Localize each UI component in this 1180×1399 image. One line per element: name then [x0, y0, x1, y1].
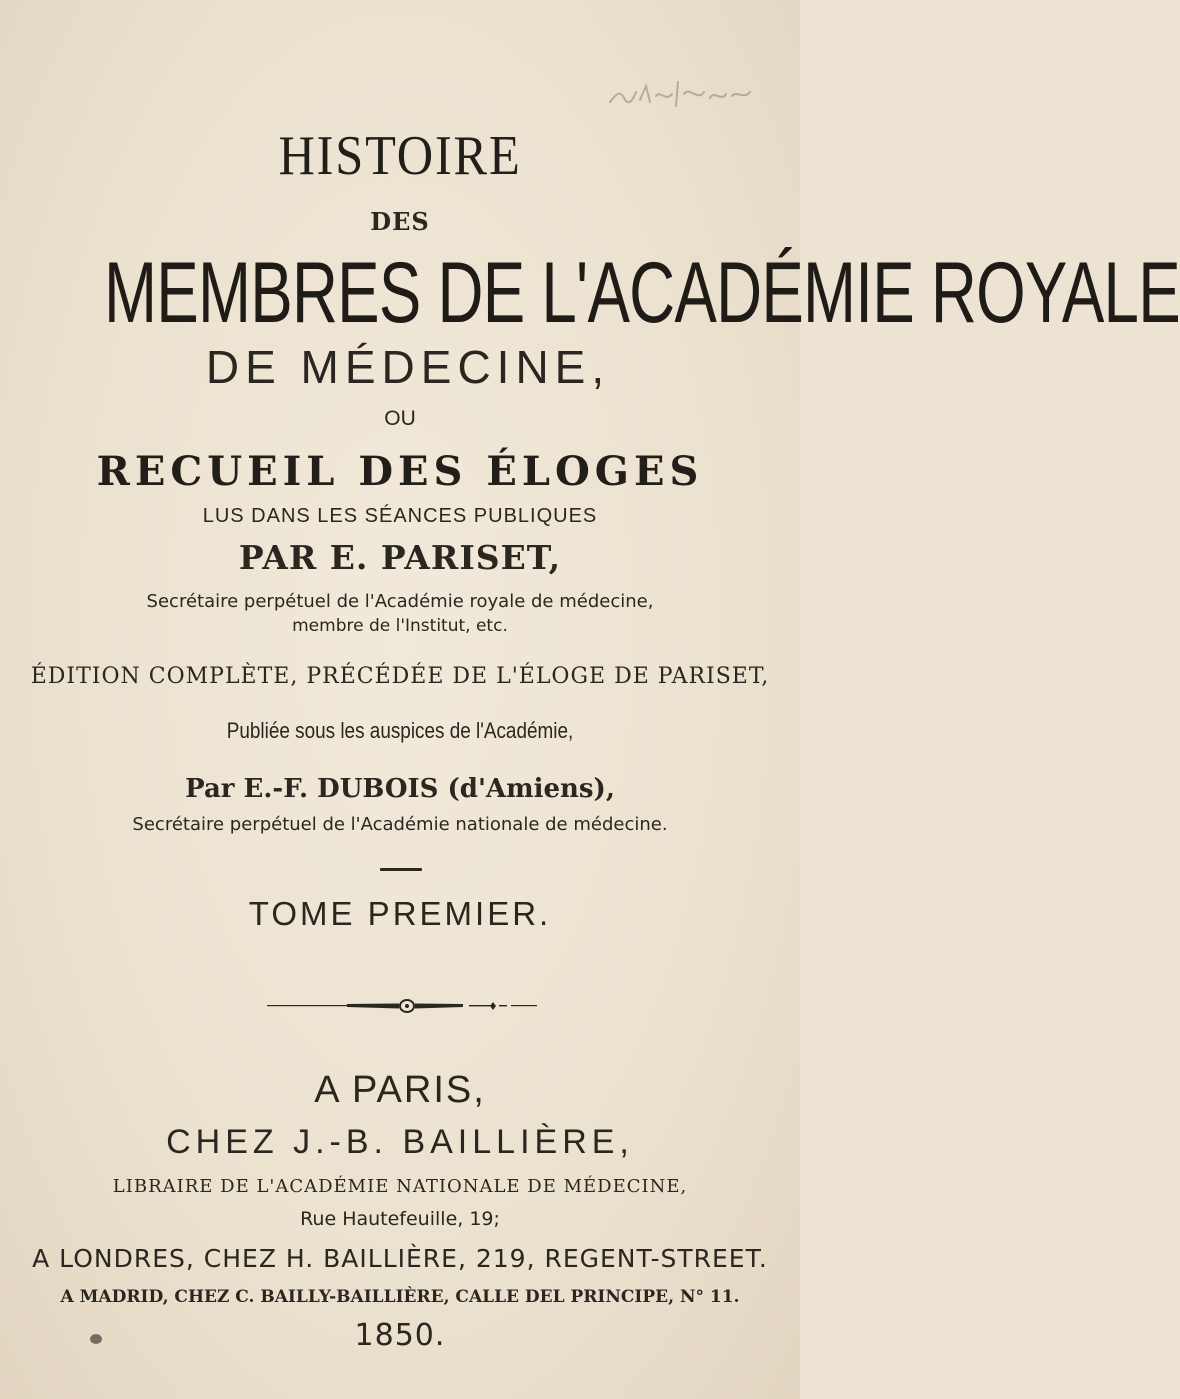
author-pariset: PAR E. PARISET, [238, 538, 562, 577]
subtitle-recueil: RECUEIL DES ÉLOGES [96, 448, 704, 495]
editor-dubois-title: Secrétaire perpétuel de l'Académie nationale de médecine. [132, 814, 668, 835]
imprint-madrid: A MADRID, CHEZ C. BAILLY-BAILLIÈRE, CALLE DEL PRINCIPE, N° 11. [60, 1287, 740, 1307]
title-histoire: HISTOIRE [278, 125, 522, 187]
ornamental-rule [267, 995, 537, 1017]
imprint-publisher: CHEZ J.-B. BAILLIÈRE, [166, 1123, 634, 1161]
publication-note: Publiée sous les auspices de l'Académie, [226, 718, 574, 743]
title-des: DES [370, 207, 430, 236]
subtitle-lus: LUS DANS LES SÉANCES PUBLIQUES [202, 505, 598, 527]
author-pariset-title: Secrétaire perpétuel de l'Académie royale de médecine, [146, 591, 654, 612]
title-membres: MEMBRES DE L'ACADÉMIE ROYALE [104, 245, 1180, 341]
imprint-address: Rue Hautefeuille, 19; [300, 1208, 500, 1230]
short-rule [380, 868, 422, 871]
pencil-annotation [606, 72, 756, 112]
title-de-medecine: DE MÉDECINE, [205, 341, 611, 393]
ink-speck [90, 1334, 102, 1344]
editor-dubois: Par E.-F. DUBOIS (d'Amiens), [185, 774, 615, 804]
imprint-london: A LONDRES, CHEZ H. BAILLIÈRE, 219, REGENT-STREET. [32, 1244, 768, 1273]
imprint-publisher-role: LIBRAIRE DE L'ACADÉMIE NATIONALE DE MÉDECINE, [112, 1176, 688, 1197]
title-ou: OU [384, 407, 416, 430]
volume-label: TOME PREMIER. [248, 895, 552, 932]
edition-note: ÉDITION COMPLÈTE, PRÉCÉDÉE DE L'ÉLOGE DE PARISET, [30, 664, 770, 689]
imprint-city: A PARIS, [314, 1069, 486, 1111]
imprint-year: 1850. [354, 1318, 446, 1353]
author-pariset-membership: membre de l'Institut, etc. [292, 616, 508, 636]
